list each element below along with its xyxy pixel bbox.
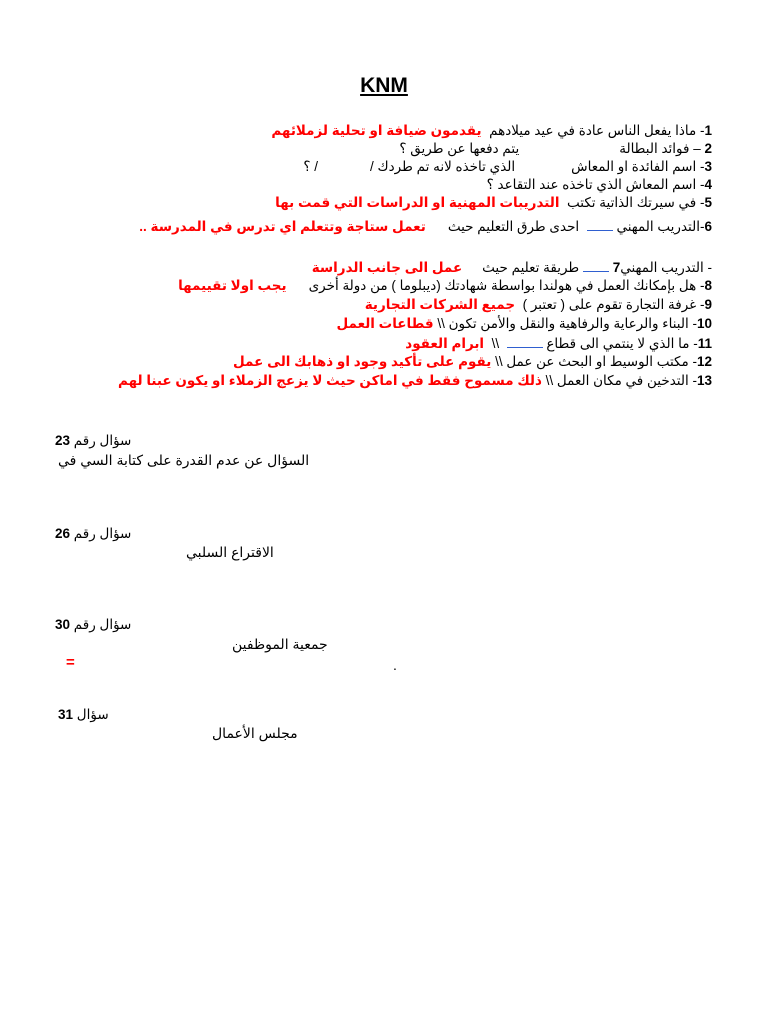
question-label: سؤال رقم bbox=[73, 433, 132, 448]
line-7 bbox=[312, 258, 712, 276]
line-question-part: احدى طرق التعليم حيث bbox=[447, 219, 580, 234]
line-answer: التدريبات المهنية او الدراسات التي قمت بها bbox=[275, 195, 560, 210]
line-answer: ابرام العقود bbox=[405, 336, 485, 351]
line-number: 4 bbox=[704, 177, 712, 192]
line-answer: يجب اولا تقييمها bbox=[178, 278, 287, 293]
line-question: – فوائد البطالة bbox=[619, 141, 705, 156]
line-question: - ما الذي لا ينتمي الى قطاع bbox=[546, 336, 698, 351]
line-11 bbox=[405, 334, 712, 352]
equals-mark: = bbox=[66, 654, 75, 671]
question-text-31: مجلس الأعمال bbox=[212, 725, 298, 741]
line-question: - التدريب المهني bbox=[620, 260, 712, 275]
line-10 bbox=[336, 315, 712, 332]
line-number: 6 bbox=[704, 219, 712, 234]
line-8 bbox=[178, 277, 712, 294]
line-1 bbox=[271, 122, 712, 139]
line-answer: يقدمون ضيافة او تحلية لزملائهم bbox=[271, 123, 482, 138]
line-answer: عمل الى جانب الدراسة bbox=[311, 260, 463, 275]
line-2 bbox=[399, 140, 712, 157]
line-answer: قطاعات العمل bbox=[336, 316, 434, 331]
line-3 bbox=[303, 158, 712, 175]
line-9 bbox=[365, 296, 712, 313]
line-number: 8 bbox=[704, 278, 712, 293]
line-question: - التدخين في مكان العمل \\ bbox=[545, 373, 697, 388]
line-5 bbox=[275, 194, 712, 211]
line-question-part: طريقة تعليم حيث bbox=[482, 260, 580, 275]
line-number: 5 bbox=[704, 195, 712, 210]
question-text-30: جمعية الموظفين bbox=[232, 636, 328, 652]
question-number: 23 bbox=[55, 433, 71, 448]
line-question-part: الذي تاخذه لانه تم طردك / bbox=[370, 159, 516, 174]
line-question-part: يتم دفعها عن طريق ؟ bbox=[399, 141, 520, 156]
line-number: 3 bbox=[704, 159, 712, 174]
question-label: سؤال bbox=[76, 707, 109, 722]
line-question: - هل بإمكانك العمل في هولندا بواسطة شهادتك (ديبلوما ) من دولة أخرى bbox=[308, 278, 705, 293]
line-number: 10 bbox=[696, 316, 712, 331]
line-question: - ماذا يفعل الناس عادة في عيد ميلادهم bbox=[489, 123, 705, 138]
line-6 bbox=[139, 217, 712, 235]
line-number: 9 bbox=[704, 297, 712, 312]
question-number: 26 bbox=[55, 526, 71, 541]
question-number: 31 bbox=[58, 707, 74, 722]
fill-blank bbox=[587, 217, 613, 231]
line-number: 12 bbox=[696, 354, 712, 369]
line-number: 13 bbox=[696, 373, 712, 388]
line-question-tail: / ؟ bbox=[303, 159, 318, 174]
line-number: 2 bbox=[704, 141, 712, 156]
line-question: - مكتب الوسيط او البحث عن عمل \\ bbox=[495, 354, 697, 369]
line-number: 11 bbox=[697, 336, 712, 351]
line-number: 1 bbox=[704, 123, 712, 138]
question-heading-23 bbox=[55, 433, 131, 449]
line-question: - البناء والرعاية والرفاهية والنقل والأمن تكون \\ bbox=[437, 316, 697, 331]
question-heading-31 bbox=[58, 707, 109, 723]
dot-mark: . bbox=[393, 657, 397, 673]
question-label: سؤال رقم bbox=[73, 617, 132, 632]
question-label: سؤال رقم bbox=[73, 526, 132, 541]
line-question: - في سيرتك الذاتية تكتب bbox=[566, 195, 705, 210]
question-heading-26 bbox=[55, 526, 131, 542]
line-question: -التدريب المهني bbox=[616, 219, 705, 234]
question-number: 30 bbox=[55, 617, 71, 632]
line-4 bbox=[487, 176, 712, 193]
question-heading-30 bbox=[55, 617, 131, 633]
line-13 bbox=[118, 372, 712, 389]
line-answer: تعمل ستاجة وتتعلم اي تدرس في المدرسة .. bbox=[139, 219, 426, 234]
line-number: 7 bbox=[612, 260, 621, 275]
line-answer: ذلك مسموح فقط في اماكن حيث لا يزعج الزملاء او يكون عبنا لهم bbox=[118, 373, 542, 388]
document-title: KNM bbox=[360, 74, 408, 97]
line-12 bbox=[233, 353, 712, 370]
line-question: - غرفة التجارة تقوم على ( تعتبر ) bbox=[522, 297, 705, 312]
line-question: - اسم المعاش الذي تاخذه عند التقاعد ؟ bbox=[486, 177, 705, 192]
question-text-26: الاقتراع السلبي bbox=[186, 544, 274, 560]
fill-blank bbox=[507, 334, 543, 348]
fill-blank bbox=[583, 258, 609, 272]
line-separator: \\ bbox=[491, 336, 500, 351]
line-question: - اسم الفائدة او المعاش bbox=[571, 159, 705, 174]
question-text-23: السؤال عن عدم القدرة على كتابة السي في bbox=[58, 452, 310, 468]
line-answer: يقوم على تأكيد وجود او ذهابك الى عمل bbox=[233, 354, 492, 369]
line-answer: جميع الشركات التجارية bbox=[364, 297, 516, 312]
